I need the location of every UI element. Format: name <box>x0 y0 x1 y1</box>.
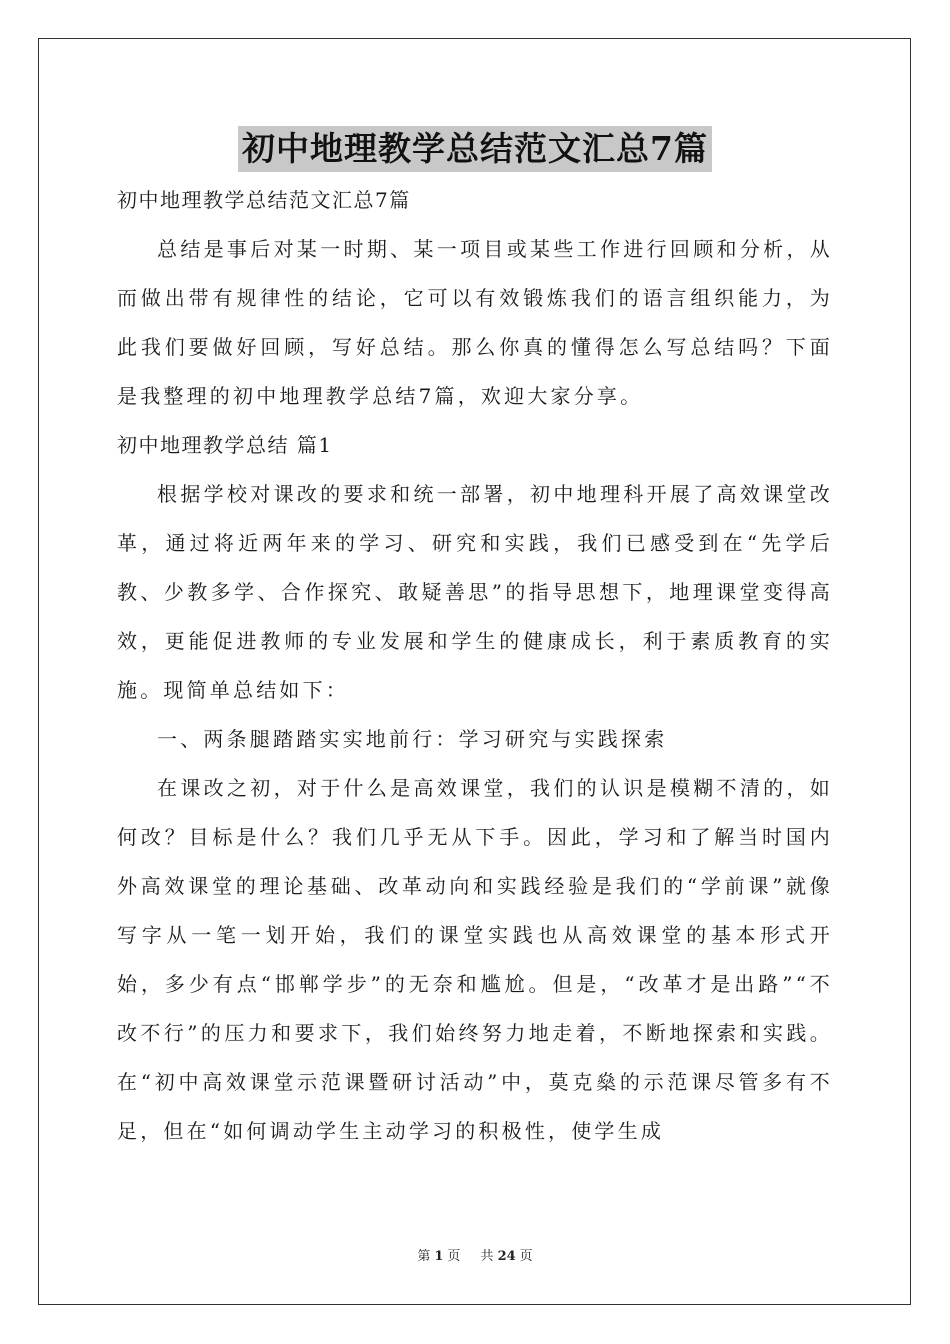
body-paragraph: 在课改之初，对于什么是高效课堂，我们的认识是模糊不清的，如何改？目标是什么？我们几乎无从下手。因此，学习和了解当时国内外高效课堂的理论基础、改革动向和实践经验是我们的“学前课”就像写字从一笔一划开始，我们的课堂实践也从高效课堂的基本形式开始，多少有点“邯郸学步”的无奈和尴尬。但是，“改革才是出路”“不改不行”的压力和要求下，我们始终努力地走着，不断地探索和实践。在“初中高效课堂示范课暨研讨活动”中，莫克燊的示范课尽管多有不足，但在“如何调动学生主动学习的积极性，使学生成 <box>117 776 833 1143</box>
subtitle-paragraph: 初中地理教学总结范文汇总7篇 <box>117 188 411 212</box>
page-footer <box>0 1245 950 1264</box>
total-suffix: 页 <box>519 1249 533 1264</box>
intro-paragraph: 总结是事后对某一时期、某一项目或某些工作进行回顾和分析，从而做出带有规律性的结论，它可以有效锻炼我们的语言组织能力，为此我们要做好回顾，写好总结。那么你真的懂得怎么写总结吗？下面是我整理的初中地理教学总结7篇，欢迎大家分享。 <box>117 237 833 408</box>
body-paragraph: 根据学校对课改的要求和统一部署，初中地理科开展了高效课堂改革，通过将近两年来的学习、研究和实践，我们已感受到在“先学后教、少教多学、合作探究、敢疑善思”的指导思想下，地理课堂变得高效，更能促进教师的专业发展和学生的健康成长，利于素质教育的实施。现简单总结如下： <box>117 482 833 702</box>
subsection-heading: 一、两条腿踏踏实实地前行：学习研究与实践探索 <box>157 727 668 751</box>
document-body <box>117 176 833 1156</box>
page-number: 1 <box>434 1249 444 1264</box>
page-indicator <box>413 1249 464 1264</box>
total-prefix: 共 <box>480 1249 494 1264</box>
page-prefix: 第 <box>417 1249 431 1264</box>
section-heading: 初中地理教学总结 篇1 <box>117 433 333 457</box>
total-pages: 24 <box>497 1249 516 1264</box>
page-suffix: 页 <box>447 1249 461 1264</box>
document-title: 初中地理教学总结范文汇总7篇 <box>238 126 712 172</box>
title-container <box>0 126 950 172</box>
total-indicator <box>477 1249 537 1264</box>
